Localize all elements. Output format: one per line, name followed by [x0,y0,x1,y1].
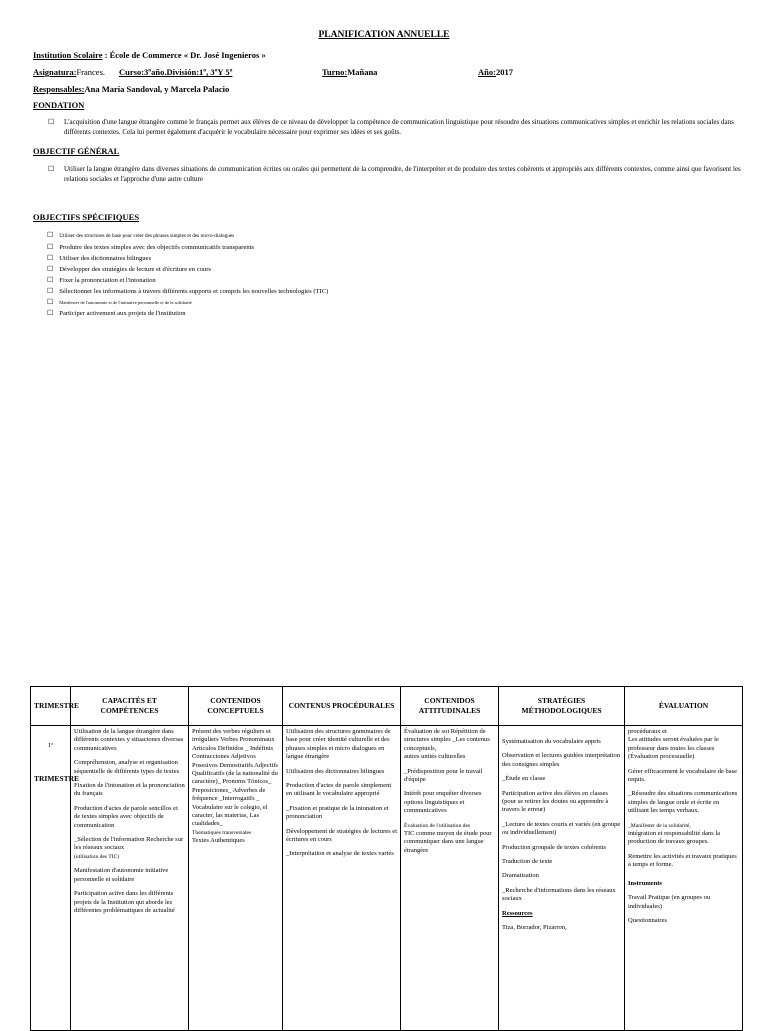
responsables-label: Responsables: [33,84,85,94]
turno-label: Turno: [322,67,348,77]
procedurale-item: _Interprétation et analyse de textes variés [286,850,394,858]
ressources-heading: Ressources [502,909,533,917]
responsables-value: Ana María Sandoval, y Marcela Palacio [84,84,230,94]
procedurale-item: _Fixation et pratique de la intonation et prononciation [286,804,389,821]
capacite-item: Production d'actes de parole sencillos et de textes simples avec objectifs de communication [74,804,178,829]
curso-label: Curso: [119,67,145,77]
header-conceptuels: CONTENIDOS CONCEPTUELS [189,687,283,726]
list-item: ☐ Sélectionner les informations à travers différents supports et compris les nouvelles technologies (TIC) [47,287,329,295]
capacite-item: Manifestation d'autonomie initiative personnelle et solidaire [74,867,169,883]
capacite-item: Compréhension, analyse et organisation séquentielle de différents types de textes [74,759,180,775]
conceptuels-cell [189,726,283,1031]
evaluation-cell [625,726,743,1031]
curso-value: 3ºaño.División:1º, 3ºY 5º [144,67,233,77]
objectif-general-text: Utiliser la langue étrangère dans diverses situations de communication écrites ou orales qui permettent de la comprendre, de l'interpréter et de produire des textes cohérents et appropriés aux différents contextes, comme ainsi que favorisent les relations sociales et l'approche d'une autre culture [64,165,741,183]
capacite-item: _Sélection de l'information Recherche sur les réseaux sociaux [74,836,184,852]
checkbox-icon: ☐ [47,254,54,262]
conceptuel-item: Thématiques transversales [192,829,252,836]
list-item: ☐ Manifester de l'autonomie et de l'initiative personnelle et de la solidarité [47,298,192,306]
attitudinale-item: Évaluation de l'utilisation des [404,822,471,829]
fondation-text: L'acquisition d'une langue étrangère comme le français permet aux élèves de ce niveau de développer la compétence de communication linguistique pour résoudre des situations communicatives simples et enrichir les relations sociales dans différents contextes. Cela lui permet également d'acquérir le vocabulaire nécessaire pour exprimer ses idées et ses goûts. [64,118,734,136]
ano-label: Año: [478,67,496,77]
trimestre-number: 1º [47,742,54,749]
checkbox-icon: ☐ [47,309,54,317]
attitudinale-item: autres unités culturelles [404,753,466,761]
institution-value: : École de Commerce « Dr. José Ingenieros » [102,50,266,60]
strategies-cell [499,726,625,1031]
fondation-paragraph [48,117,748,137]
objectifs-specifiques-list [47,230,747,319]
list-item: ☐ Développer des stratégies de lecture et d'écriture en cours [47,265,211,273]
procedurale-item: Utilisation des dictionnaires bilingues [286,767,385,775]
attitudinale-item: Intérêt pour enquêter diverses options linguistiques et communicatives [404,790,482,815]
turno-value: Mañana [347,67,378,77]
evaluation-item: intégration et responsabilité dans la production de travaux groupes. [628,830,721,846]
attitudinale-item: TIC comme moyen de étude pour communiquer dans une langue étrangère [404,830,492,854]
institution-line [33,50,266,60]
list-item: ☐ Fixer la prononciation et l'intonation [47,276,156,284]
turno-line [322,67,377,77]
capacite-item: Participation active dans les différents projets de la Institution qui aborde les différentes problématiques de actualité [74,890,175,914]
objectif-general-heading: OBJECTIF GÉNÉRAL [33,146,120,156]
checkbox-icon: ☐ [48,165,55,173]
strategie-item: Production groupale de textes cohérents [502,843,606,851]
checkbox-icon: ☐ [47,243,54,251]
strategie-item: _Étude en classe [502,775,546,783]
procedurale-item: Développement de stratégies de lectures et écritures en cours [286,827,397,844]
header-evaluation: ÉVALUATION [625,687,743,726]
capacites-cell [71,726,189,1031]
strategie-item: Traduction de texte [502,858,553,866]
strategie-item: Tiza, Borrador, Pizarron, [502,924,567,932]
checkbox-icon: ☐ [47,276,54,284]
conceptuel-item: Textes Authentiques [192,837,245,845]
ano-value: 2017 [495,67,513,77]
header-attitudinales: CONTENIDOS ATTITUDINALES [401,687,499,726]
planning-table [30,686,743,1031]
header-capacites: CAPACITÉS ET COMPÉTENCES [71,687,189,726]
table-row [31,726,743,1031]
evaluation-item: Gérer efficacement le vocabulaire de base requis. [628,767,738,784]
checkbox-icon: ☐ [48,118,55,126]
ano-line [478,67,513,77]
attitudinales-cell [401,726,499,1031]
procedurale-item: Utilisation des structures grammaires de base pour créer identité culturelle et des phrases simples et micro dialogues en langue étrangère [286,728,391,761]
page-title: PLANIFICATION ANNUELLE [318,30,450,40]
strategie-item: _Recherche d'informations dans les réseaux sociaux [502,886,616,903]
capacite-item: (utilisation des TIC) [74,853,120,860]
list-item: ☐ Produire des textes simples avec des objectifs communicatifs transparents [47,243,255,251]
asignatura-value: Frances. [76,67,106,77]
evaluation-item: Les attitudes seront évaluées par le professeur dans toutes les classes (Évaluation processuelle) [628,736,719,761]
capacite-item: Fixation de l'intonation et la prononciation du français [74,782,185,798]
capacite-item: Utilisation de la langue étrangère dans différents contextes y situaciones diversas communicatives [74,728,184,752]
strategie-item: Systématisation du vocabulaire appris [502,738,601,745]
header-strategies: STRATÉGIES MÉTHODOLOGIQUES [499,687,625,726]
responsables-line [33,84,229,94]
objectifs-specifiques-heading: OBJECTIFS SPÉCIFIQUES [33,212,140,222]
evaluation-item: Remettre les activités et travaux pratiques à temps et forme. [628,852,737,869]
checkbox-icon: ☐ [47,231,54,239]
evaluation-item: procéduraux et [628,728,667,735]
strategie-item: Participation active des élèves en classes (pour se retirer les doutes ou apprendre à travers le erreur) [502,789,609,814]
evaluation-item: _Manifester de la solidarité, [628,822,691,829]
list-item: ☐ Participer activement aux projets de l'institution [47,309,186,317]
strategie-item: _Lecture de textes courts et variés (en groupe ou individuellement) [502,820,621,837]
trimestre-cell [31,726,80,1031]
conceptuel-item: Présent des verbes réguliers et irréguliers Verbes Pronominaux Articulos Definidos _ Indéfinis Contracciones Adjetivos Posesivos Demostratifs Adjectifs Qualificatifs (de la nationalité du caractère)_ Pronoms Tónicos_ Preposiciones_ Adverbes de fréquence _Interrogatifs _ Vocabulaire sur le colegio, el caracter, las materias, Las cualidades_ [192,728,278,828]
checkbox-icon: ☐ [47,298,54,306]
list-item: ☐ Utiliser des dictionnaires bilingues [47,254,152,262]
attitudinale-item: Évaluation de soi Répétition de structures simples _Les contenus conceptuels, [404,728,490,752]
evaluation-item: _Résoudre des situations communications simples de langue orale et écrite en utilisant les temps verbaux. [628,790,738,815]
evaluation-item: Travail Pratique (en groupes ou individuales) [628,894,711,910]
table-header-row [31,687,743,726]
instruments-heading: Instruments [628,879,662,887]
objectif-general-paragraph [48,164,748,184]
header-procedurales: CONTENUS PROCÉDURALES [283,687,401,726]
asignatura-label: Asignatura: [33,67,77,77]
strategie-item: Observation et lectures guidées interprétation des consignes simples [502,752,621,768]
trimestre-label: TRIMESTRE [34,774,80,784]
subject-line [33,67,105,77]
institution-label: Institution Scolaire [33,50,103,60]
checkbox-icon: ☐ [47,287,54,295]
strategie-item: Dramatisation [502,872,539,880]
checkbox-icon: ☐ [47,265,54,273]
list-item: ☐ Utiliser des structures de base pour créer des phrases simples et des micro-dialogues [47,231,235,239]
header-trimestre: TRIMESTRE [31,687,71,726]
evaluation-item: Questionnaires [628,916,667,924]
attitudinale-item: _Prédisposition pour le travail d'équipe [404,767,483,784]
fondation-heading: FONDATION [33,100,85,110]
procedurale-item: Production d'actes de parole simplement en utilisant le vocabulaire approprié [286,782,392,798]
curso-line [119,67,232,77]
procedurales-cell [283,726,401,1031]
